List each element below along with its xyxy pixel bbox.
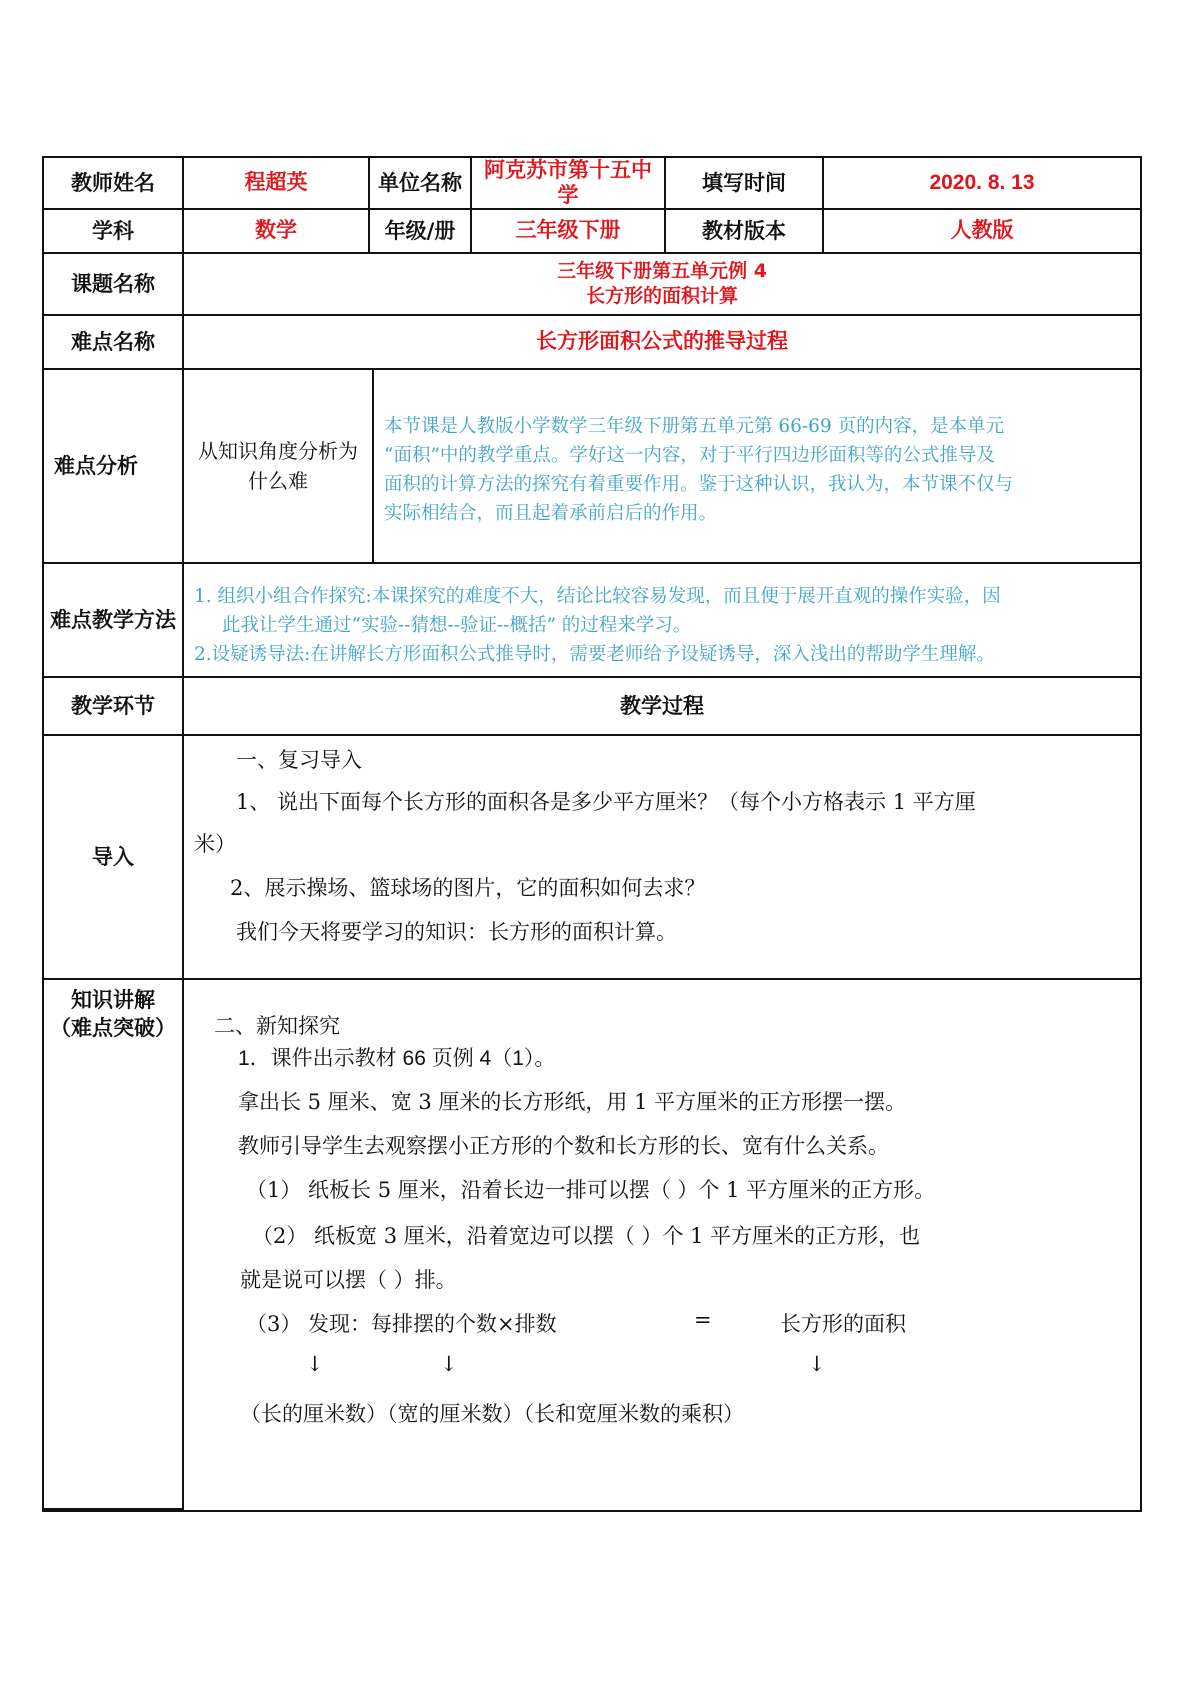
knowledge-line: 拿出长 5 厘米、宽 3 厘米的长方形纸，用 1 平方厘米的正方形摆一摆。 — [238, 1090, 907, 1114]
lesson-plan-table — [42, 156, 1142, 1512]
fill-date-label: 填写时间 — [666, 158, 824, 210]
knowledge-line: （3） 发现：每排摆的个数×排数 — [246, 1312, 557, 1336]
analysis-line: 面积的计算方法的探究有着重要作用。鉴于这种认识，我认为，本节课不仅与 — [384, 474, 1014, 495]
topic-label: 课题名称 — [44, 254, 184, 316]
subject-label: 学科 — [44, 210, 184, 254]
knowledge-line: 1．课件出示教材 66 页例 4（1）。 — [238, 1047, 556, 1070]
method-line: 2.设疑诱导法:在讲解长方形面积公式推导时，需要老师给予设疑诱导，深入浅出的帮助学生理解。 — [194, 644, 995, 665]
difficulty-value: 长方形面积公式的推导过程 — [184, 316, 1140, 370]
teacher-name-label: 教师姓名 — [44, 158, 184, 210]
edition-label: 教材版本 — [666, 210, 824, 254]
process-stage-label: 教学环节 — [44, 678, 184, 736]
intro-text — [184, 736, 1140, 980]
intro-line: 1、 说出下面每个长方形的面积各是多少平方厘米？（每个小方格表示 1 平方厘 — [236, 790, 976, 814]
method-label: 难点教学方法 — [44, 564, 184, 678]
topic-value — [184, 254, 1140, 316]
intro-line: 一、复习导入 — [236, 748, 362, 772]
topic-line1: 三年级下册第五单元例 4 — [557, 260, 767, 283]
intro-label: 导入 — [44, 736, 184, 980]
knowledge-label — [44, 980, 184, 1510]
knowledge-label-line2: （难点突破） — [50, 1016, 176, 1041]
knowledge-line: 二、新知探究 — [214, 1014, 340, 1038]
knowledge-line: 就是说可以摆（ ）排。 — [240, 1268, 457, 1292]
analysis-line: “面积”中的教学重点。学好这一内容，对于平行四边形面积等的公式推导及 — [384, 445, 995, 466]
intro-line: 2、展示操场、篮球场的图片，它的面积如何去求？ — [230, 876, 706, 900]
edition-value: 人教版 — [824, 210, 1140, 254]
teacher-name-value: 程超英 — [184, 158, 370, 210]
grade-label: 年级/册 — [370, 210, 472, 254]
knowledge-line: 长方形的面积 — [780, 1312, 906, 1336]
equals-sign: = — [694, 1308, 712, 1332]
knowledge-line: （2） 纸板宽 3 厘米，沿着宽边可以摆（ ）个 1 平方厘米的正方形，也 — [252, 1224, 921, 1248]
analysis-line: 本节课是人教版小学数学三年级下册第五单元第 66-69 页的内容，是本单元 — [384, 416, 1005, 437]
method-line: 1. 组织小组合作探究:本课探究的难度不大，结论比较容易发现，而且便于展开直观的操作实验，因 — [194, 586, 1001, 607]
topic-line2: 长方形的面积计算 — [585, 285, 738, 307]
intro-line: 米） — [194, 832, 236, 856]
unit-name-label: 单位名称 — [370, 158, 472, 210]
knowledge-line: （1） 纸板长 5 厘米，沿着长边一排可以摆（ ）个 1 平方厘米的正方形。 — [246, 1178, 936, 1202]
unit-name-line1: 阿克苏市第十五中 — [484, 157, 652, 182]
knowledge-line: 教师引导学生去观察摆小正方形的个数和长方形的长、宽有什么关系。 — [238, 1134, 889, 1158]
fill-date-value: 2020. 8. 13 — [824, 158, 1140, 210]
analysis-sublabel-line2: 什么难 — [248, 469, 308, 493]
down-arrow-icon: ↓ — [808, 1352, 826, 1376]
subject-value: 数学 — [184, 210, 370, 254]
analysis-sublabel — [184, 370, 374, 564]
analysis-sublabel-line1: 从知识角度分析为 — [198, 439, 358, 463]
method-text — [184, 564, 1140, 678]
difficulty-label: 难点名称 — [44, 316, 184, 370]
intro-line: 我们今天将要学习的知识：长方形的面积计算。 — [236, 920, 677, 944]
down-arrow-icon: ↓ — [440, 1352, 458, 1376]
grade-value: 三年级下册 — [472, 210, 666, 254]
unit-name-line2: 学 — [557, 183, 579, 207]
knowledge-line: （长的厘米数）（宽的厘米数）（长和宽厘米数的乘积） — [240, 1402, 744, 1426]
knowledge-label-line1: 知识讲解 — [71, 988, 155, 1012]
analysis-line: 实际相结合，而且起着承前启后的作用。 — [384, 503, 718, 524]
unit-name-value — [472, 158, 666, 210]
knowledge-text — [184, 980, 1140, 1510]
analysis-label: 难点分析 — [44, 370, 184, 564]
analysis-text — [374, 370, 1140, 564]
method-line: 此我让学生通过“实验--猜想--验证--概括” 的过程来学习。 — [222, 615, 692, 636]
down-arrow-icon: ↓ — [306, 1352, 324, 1376]
process-label: 教学过程 — [184, 678, 1140, 736]
